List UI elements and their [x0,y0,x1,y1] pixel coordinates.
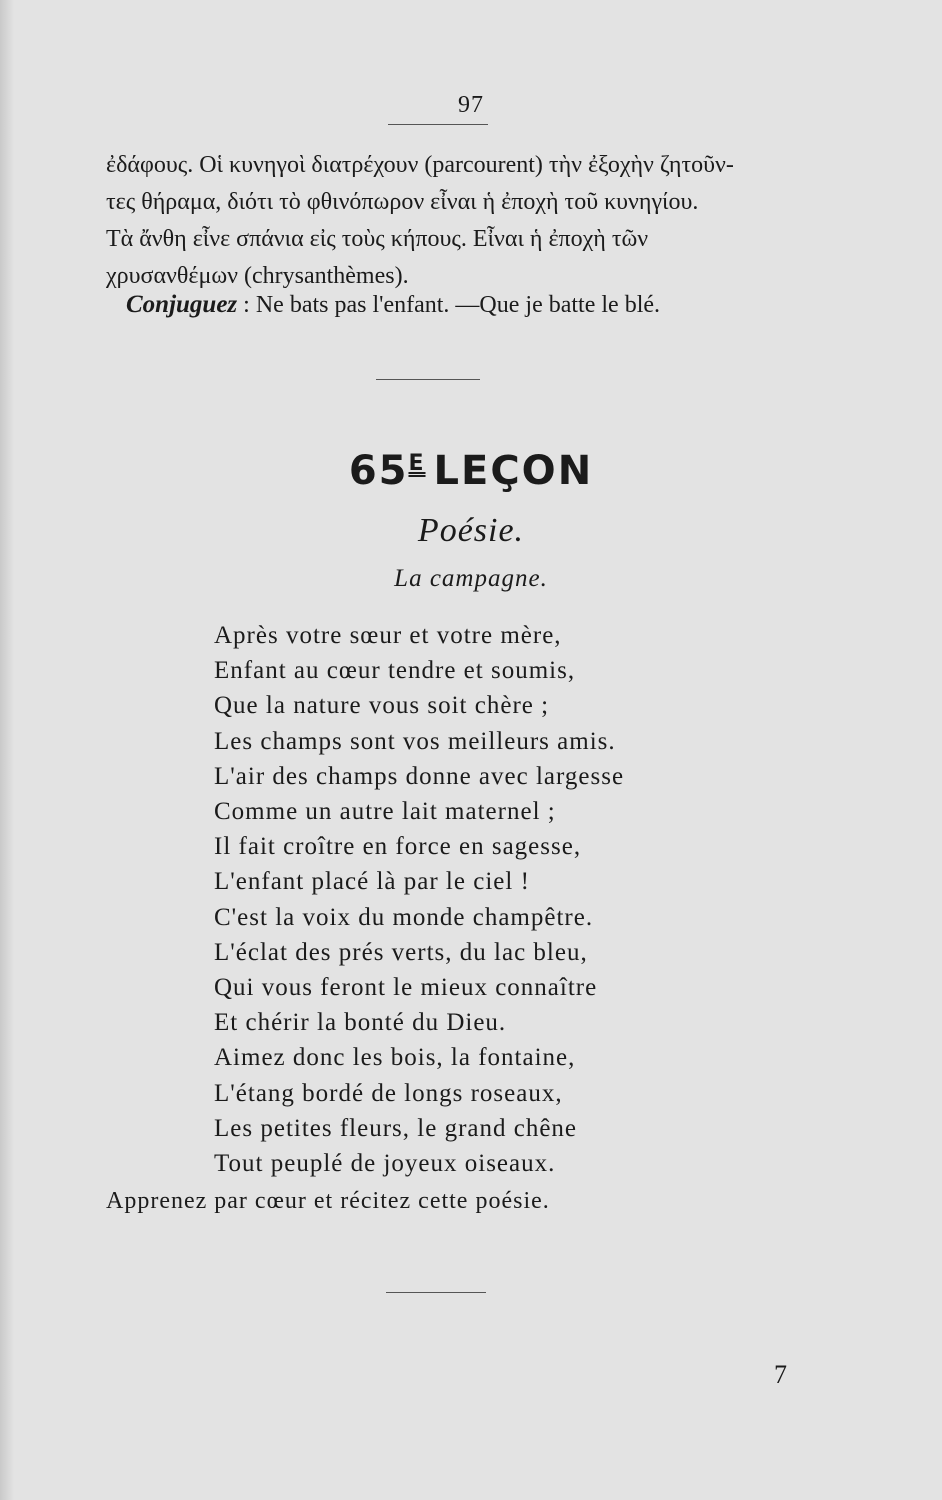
poem-line: C'est la voix du monde champêtre. [214,903,594,931]
poem-line: L'air des champs donne avec largesse [214,762,625,790]
instruction: Apprenez par cœur et récitez cette poésie. [106,1188,550,1214]
lesson-number: 65 [348,448,409,494]
greek-line-3-text: Τὰ ἄνθη εἶνε σπάνια εἰς τοὺς κήπους. Εἶναι ἡ ἐποχὴ τῶν [106,226,649,252]
poem-line: L'éclat des prés verts, du lac bleu, [214,938,588,966]
poem-line: Enfant au cœur tendre et soumis, [214,657,576,685]
page-number: 97 [458,92,484,118]
signature-mark: 7 [774,1360,787,1389]
greek-line-1 [106,147,822,184]
poem [214,618,624,1181]
poem-line: Comme un autre lait maternel ; [214,798,556,826]
poem-line: Et chérir la bonté du Dieu. [214,1009,507,1037]
section-title: Poésie. [417,512,525,549]
poem-line: Aimez donc les bois, la fontaine, [214,1044,576,1072]
poem-line: L'enfant placé là par le ciel ! [214,868,530,896]
poem-title: La campagne. [394,565,548,592]
conjugate-exercise [126,291,660,319]
greek-line-2 [106,184,822,221]
greek-line-2-text: τες θήραμα, διότι τὸ φθινόπωρον εἶναι ἡ ἐποχὴ τοῦ κυνηγίου. [106,189,699,215]
top-divider [388,124,488,125]
poem-line: Tout peuplé de joyeux oiseaux. [214,1150,556,1178]
bottom-divider [386,1292,486,1293]
poem-line: L'étang bordé de longs roseaux, [214,1079,563,1107]
poem-line: Qui vous feront le mieux connaître [214,974,598,1002]
poem-line: Que la nature vous soit chère ; [214,692,550,720]
poem-line: Après votre sœur et votre mère, [214,622,562,649]
conjugate-label: Conjuguez [126,291,238,318]
greek-line-4-text: χρυσανθέμων (chrysanthèmes). [106,263,409,289]
poem-line: Les champs sont vos meilleurs amis. [214,727,616,755]
lesson-heading [0,448,942,494]
poem-line: Les petites fleurs, le grand chêne [214,1114,578,1142]
section-divider [376,379,480,380]
conjugate-text: : Ne bats pas l'enfant. —Que je batte le blé. [243,292,661,318]
greek-paragraph [106,147,822,295]
poem-line: Il fait croître en force en sagesse, [214,833,582,861]
greek-line-1-text: ἐδάφους. Οἱ κυνηγοὶ διατρέχουν (parcourent) τὴν ἐξοχὴν ζητοῦν- [106,152,734,178]
greek-line-4 [106,258,822,295]
lesson-ordinal: E [408,450,426,476]
lesson-title: LEÇON [433,448,594,494]
greek-line-3 [106,221,822,258]
